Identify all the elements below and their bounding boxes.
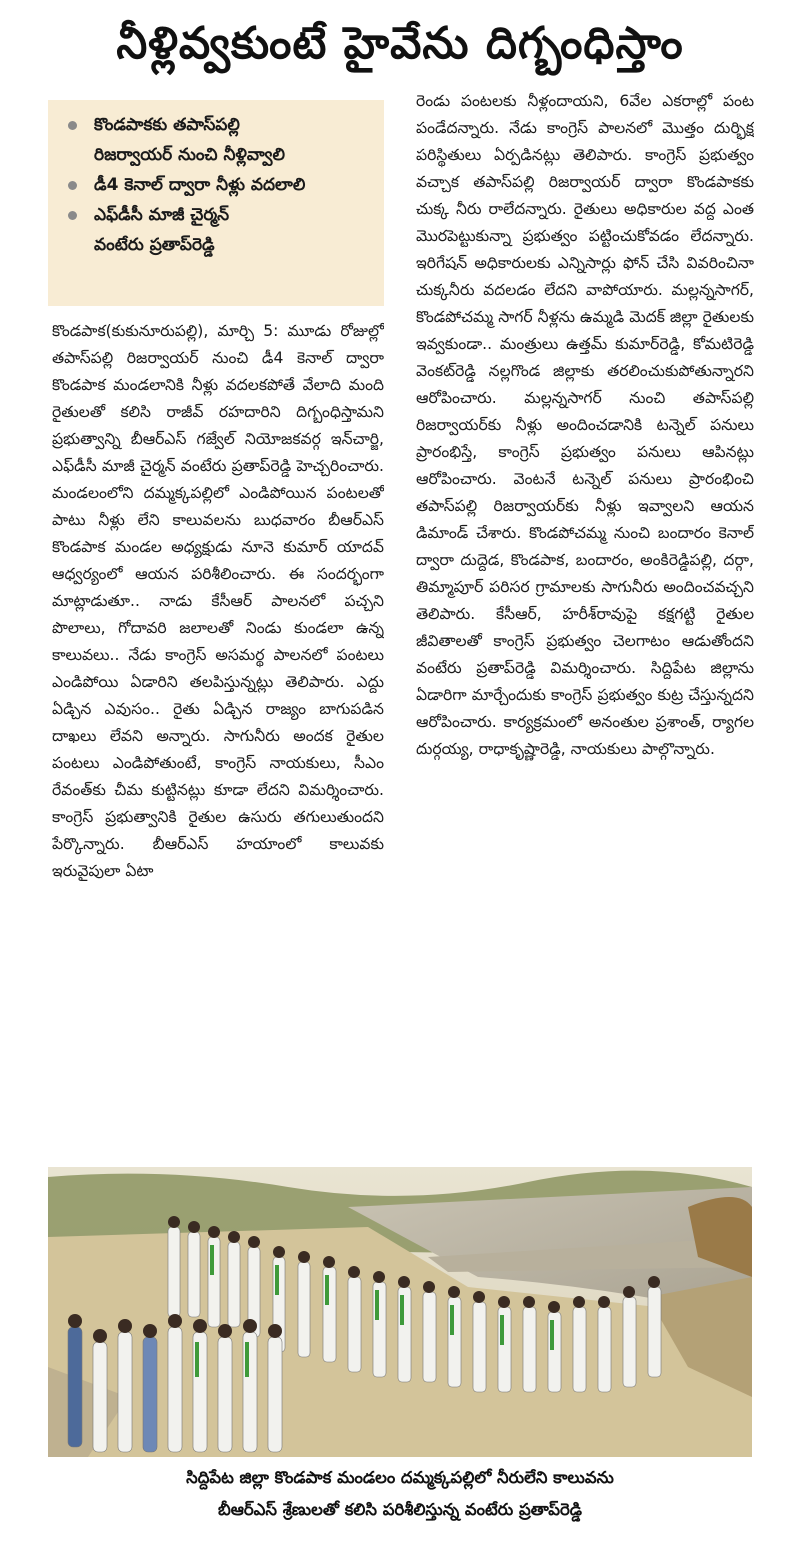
highlight-item: ఎఫ్‌డీసీ మాజీ చైర్మన్ [62,200,374,230]
highlight-item: డీ4 కెనాల్ ద్వారా నీళ్లు వదలాలి [62,170,374,200]
bullet-icon [68,181,77,190]
highlight-item-continued: వంటేరు ప్రతాప్‌రెడ్డి [94,235,215,255]
caption-line: సిద్దిపేట జిల్లా కొండపాక మండలం దమ్మక్కపల్లిలో నీరులేని కాలువను [186,1468,614,1487]
highlight-item-continued: రిజర్వాయర్ నుంచి నీళ్లివ్వాలి [94,145,285,165]
article-body-right-column: రెండు పంటలకు నీళ్లందాయని, 6వేల ఎకరాల్లో పంట పండేదన్నారు. నేడు కాంగ్రెస్ పాలనలో మొత్తం దుర్భిక్ష పరిస్థితులు ఏర్పడినట్లు తెలిపారు. కాంగ్రెస్ ప్రభుత్వం వచ్చాక తపాస్‌పల్లి రిజర్వాయర్ ద్వారా కొండపాకకు చుక్క నీరు రాలేదన్నారు. రైతులు అధికారుల వద్ద ఎంత మొరపెట్టుకున్నా ప్రభుత్వం పట్టించుకోవడం లేదన్నారు. ఇరిగేషన్ అధికారులకు ఎన్నిసార్లు ఫోన్ చేసి వివరించినా చుక్కనీరు వదలడం లేదని వాపోయారు. మల్లన్నసాగర్, కొండపోచమ్మ సాగర్ నీళ్లను ఉమ్మడి మెదక్ జిల్లా రైతులకు ఇవ్వకుండా.. మంత్రులు ఉత్తమ్ కుమార్‌రెడ్డి, కోమటిరెడ్డి వెంకట్‌రెడ్డి నల్లగొండ జిల్లాకు తరలించుకుపోతున్నారని ఆరోపించారు. మల్లన్నసాగర్ నుంచి తపాస్‌పల్లి రిజర్వాయర్‌కు నీళ్లు అందించడానికి టన్నెల్ పనులు ప్రారంభిస్తే, కాంగ్రెస్ ప్రభుత్వం పనులు ఆపినట్లు ఆరోపించారు. వెంటనే టన్నెల్ పనులు ప్రారంభించి తపాస్‌పల్లి రిజర్వాయర్‌కు నీళ్లు ఇవ్వాలని ఆయన డిమాండ్ చేశారు. కొండపోచమ్మ నుంచి బందారం కెనాల్ ద్వారా దుద్దెడ, కొండపాక, బందారం, అంకిరెడ్డిపల్లి, దర్గా, తిమ్మాపూర్ పరిసర గ్రామాలకు సాగునీరు అందించవచ్చని తెలిపారు. కేసీఆర్, హరీశ్‌రావుపై కక్షగట్టి రైతుల జీవితాలతో కాంగ్రెస్ ప్రభుత్వం చెలగాటం ఆడుతోందని వంటేరు ప్రతాప్‌రెడ్డి విమర్శించారు. సిద్దిపేట జిల్లాను ఏడారిగా మార్చేందుకు కాంగ్రెస్ ప్రభుత్వం కుట్ర చేస్తున్నదని ఆరోపించారు. కార్యక్రమంలో అనంతుల ప్రశాంత్, ర్యాగల దుర్గయ్య, రాధాకృష్ణారెడ్డి, నాయకులు పాల్గొన్నారు. [416,92,754,758]
bullet-icon [68,121,77,130]
highlights-box [48,100,384,306]
photo-caption [48,1462,752,1526]
headline: నీళ్లివ్వకుంటే హైవేను దిగ్బంధిస్తాం [116,18,684,69]
article-body-left-column: కొండపాక(కుకునూరుపల్లి), మార్చి 5: మూడు రోజుల్లో తపాస్‌పల్లి రిజర్వాయర్ నుంచి డీ4 కెనాల్ ద్వారా కొండపాక మండలానికి నీళ్లు వదలకపోతే వేలాది మంది రైతులతో కలిసి రాజీవ్ రహదారిని దిగ్బంధిస్తామని ప్రభుత్వాన్ని బీఆర్‌ఎస్ గజ్వేల్ నియోజకవర్గ ఇన్‌చార్జి, ఎఫ్‌డీసీ మాజీ చైర్మన్ వంటేరు ప్రతాప్‌రెడ్డి హెచ్చరించారు. మండలంలోని దమ్మక్కపల్లిలో ఎండిపోయిన పంటలతో పాటు నీళ్లు లేని కాలువలను బుధవారం బీఆర్‌ఎస్ కొండపాక మండల అధ్యక్షుడు నూనె కుమార్ యాదవ్ ఆధ్వర్యంలో ఆయన పరిశీలించారు. ఈ సందర్భంగా మాట్లాడుతూ.. నాడు కేసీఆర్ పాలనలో పచ్చని పొలాలు, గోదావరి జలాలతో నిండు కుండలా ఉన్న కాలువలు.. నేడు కాంగ్రెస్ అసమర్థ పాలనలో పంటలు ఎండిపోయి ఏడారిని తలపిస్తున్నట్లు తెలిపారు. ఎద్దు ఏడ్చిన ఎవుసం.. రైతు ఏడ్చిన రాజ్యం బాగుపడిన దాఖలు లేవని అన్నారు. సాగునీరు అందక రైతుల పంటలు ఎండిపోతుంటే, కాంగ్రెస్ నాయకులు, సీఎం రేవంత్‌కు చీమ కుట్టినట్లు కూడా లేదని విమర్శించారు. కాంగ్రెస్ ప్రభుత్వానికి రైతుల ఉసురు తగులుతుందని పేర్కొన్నారు. బీఆర్‌ఎస్ హయాంలో కాలువకు ఇరువైపులా ఏటా [52,322,384,880]
news-photo [48,1167,752,1457]
bullet-icon [68,211,77,220]
caption-line: బీఆర్‌ఎస్ శ్రేణులతో కలిసి పరిశీలిస్తున్న వంటేరు ప్రతాప్‌రెడ్డి [218,1500,582,1519]
highlight-item: కొండపాకకు తపాస్‌పల్లి [62,110,374,140]
